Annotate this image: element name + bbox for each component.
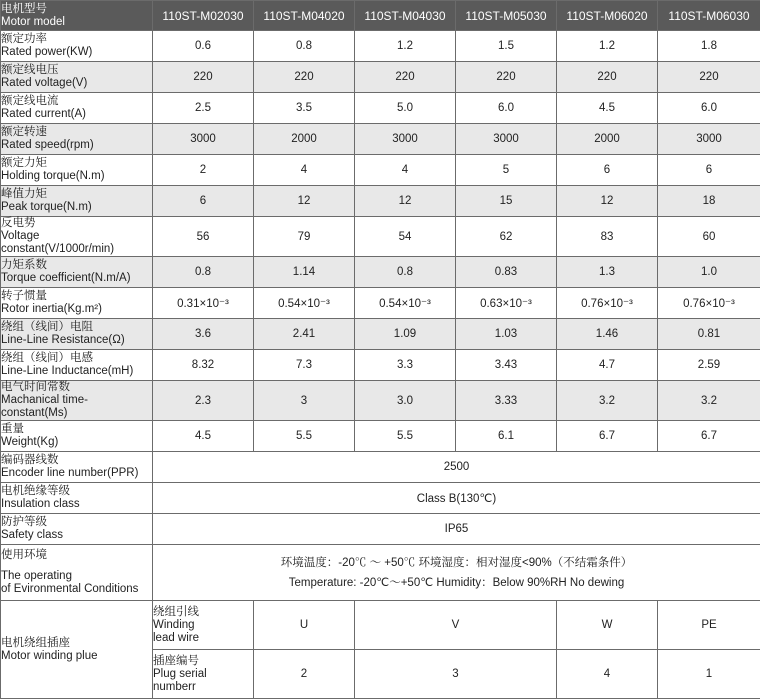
environment-line-cn: 环境温度：-20℃ ～ +50℃ 环境湿度：相对湿度<90%（不结霜条件） — [153, 553, 760, 573]
spec-value: 1.2 — [557, 31, 658, 62]
plug-v: 3 — [355, 650, 557, 699]
spec-value: 8.32 — [153, 350, 254, 381]
spec-value: 0.81 — [658, 319, 760, 350]
spec-value: 220 — [658, 62, 760, 93]
model-name: 110ST-M04020 — [254, 1, 355, 31]
row-label-cn: 额定线电压 — [1, 64, 152, 77]
spec-value: 220 — [456, 62, 557, 93]
spec-value: 1.03 — [456, 319, 557, 350]
extra-body — [1, 452, 760, 699]
row-label — [1, 421, 153, 452]
row-label — [1, 319, 153, 350]
row-label-en: Rated speed(rpm) — [1, 139, 152, 152]
lead-wire-label — [153, 601, 254, 650]
spec-value: 4.7 — [557, 350, 658, 381]
spec-value: 2.59 — [658, 350, 760, 381]
row-label — [1, 186, 153, 217]
spec-value: 6 — [658, 155, 760, 186]
plug-w: 4 — [557, 650, 658, 699]
spec-value: 0.6 — [153, 31, 254, 62]
row-label-en: Weight(Kg) — [1, 436, 152, 449]
row-label-cn: 额定线电流 — [1, 95, 152, 108]
spec-value: 3000 — [355, 124, 456, 155]
spec-value: 3000 — [456, 124, 557, 155]
spec-value: 6.1 — [456, 421, 557, 452]
insulation-value: Class B(130℃) — [153, 483, 760, 514]
row-label-cn: 重量 — [1, 423, 152, 436]
plug-serial-en: numberr — [153, 681, 253, 694]
spec-value: 0.8 — [153, 257, 254, 288]
plug-serial-cn: 插座编号 — [153, 655, 253, 668]
header-label — [1, 1, 153, 31]
row-label — [1, 124, 153, 155]
spec-value: 12 — [355, 186, 456, 217]
row-label-cn: 绕组（线间）电感 — [1, 352, 152, 365]
row-label-cn: 编码器线数 — [1, 454, 152, 467]
spec-value: 3.5 — [254, 93, 355, 124]
spec-value: 0.76×10⁻³ — [658, 288, 760, 319]
spec-value: 4 — [254, 155, 355, 186]
spec-row — [1, 421, 760, 452]
spec-row — [1, 350, 760, 381]
row-label-cn: 绕组（线间）电阻 — [1, 321, 152, 334]
row-label-en: Line-Line Resistance(Ω) — [1, 334, 152, 347]
spec-value: 7.3 — [254, 350, 355, 381]
spec-row — [1, 31, 760, 62]
row-label-en: Insulation class — [1, 498, 152, 511]
safety-row — [1, 514, 760, 545]
row-label-en: of Evironmental Conditions — [1, 583, 152, 596]
row-label-en: Line-Line Inductance(mH) — [1, 365, 152, 378]
winding-lead-row — [1, 601, 760, 650]
insulation-row — [1, 483, 760, 514]
row-label — [1, 483, 153, 514]
lead-v: V — [355, 601, 557, 650]
spec-body — [1, 31, 760, 452]
spec-row — [1, 288, 760, 319]
spec-value: 60 — [658, 217, 760, 257]
spec-row — [1, 319, 760, 350]
spec-value: 79 — [254, 217, 355, 257]
spec-value: 12 — [254, 186, 355, 217]
environment-row — [1, 545, 760, 601]
spec-value: 56 — [153, 217, 254, 257]
lead-wire-en: lead wire — [153, 632, 253, 645]
row-label — [1, 514, 153, 545]
row-label-cn: 额定转速 — [1, 126, 152, 139]
spec-value: 1.3 — [557, 257, 658, 288]
spec-value: 0.76×10⁻³ — [557, 288, 658, 319]
spec-value: 1.0 — [658, 257, 760, 288]
row-label-cn: 电机绕组插座 — [1, 637, 152, 650]
spec-value: 54 — [355, 217, 456, 257]
spec-value: 2000 — [254, 124, 355, 155]
lead-pe: PE — [658, 601, 760, 650]
row-label-cn: 额定功率 — [1, 33, 152, 46]
model-name: 110ST-M02030 — [153, 1, 254, 31]
row-label-cn: 峰值力矩 — [1, 188, 152, 201]
spec-value: 6.0 — [658, 93, 760, 124]
spec-value: 0.54×10⁻³ — [254, 288, 355, 319]
spec-value: 3000 — [658, 124, 760, 155]
spec-value: 3.33 — [456, 381, 557, 421]
row-label — [1, 257, 153, 288]
environment-line-en: Temperature: -20℃～+50℃ Humidity：Below 90%RH No dewing — [153, 573, 760, 593]
spec-value: 3.0 — [355, 381, 456, 421]
row-label-cn: 电气时间常数 — [1, 381, 152, 394]
spec-value: 6.7 — [658, 421, 760, 452]
row-label-cn: 转子惯量 — [1, 290, 152, 303]
header-label-en: Motor model — [1, 16, 152, 29]
spec-row — [1, 155, 760, 186]
header-label-cn: 电机型号 — [1, 3, 152, 16]
spec-value: 1.5 — [456, 31, 557, 62]
row-label-cn: 额定力矩 — [1, 157, 152, 170]
spec-value: 220 — [153, 62, 254, 93]
spec-value: 1.14 — [254, 257, 355, 288]
model-name: 110ST-M05030 — [456, 1, 557, 31]
row-label — [1, 31, 153, 62]
row-label-cn: 力矩系数 — [1, 259, 152, 272]
row-label-en: Safety class — [1, 529, 152, 542]
spec-value: 4 — [355, 155, 456, 186]
spec-row — [1, 257, 760, 288]
spec-value: 4.5 — [557, 93, 658, 124]
row-label — [1, 62, 153, 93]
spec-value: 0.54×10⁻³ — [355, 288, 456, 319]
spec-value: 3000 — [153, 124, 254, 155]
row-label — [1, 217, 153, 257]
spec-value: 18 — [658, 186, 760, 217]
spec-value: 1.46 — [557, 319, 658, 350]
spec-value: 2.5 — [153, 93, 254, 124]
row-label — [1, 381, 153, 421]
row-label — [1, 350, 153, 381]
lead-wire-cn: 绕组引线 — [153, 606, 253, 619]
spec-value: 5.5 — [254, 421, 355, 452]
spec-value: 3.6 — [153, 319, 254, 350]
spec-value: 1.09 — [355, 319, 456, 350]
lead-wire-en: Winding — [153, 619, 253, 632]
row-label-en: Peak torque(N.m) — [1, 201, 152, 214]
row-label — [1, 93, 153, 124]
spec-value: 5.0 — [355, 93, 456, 124]
spec-value: 3.2 — [557, 381, 658, 421]
spec-value: 6.7 — [557, 421, 658, 452]
spec-row — [1, 62, 760, 93]
plug-serial-en: Plug serial — [153, 668, 253, 681]
spec-value: 0.63×10⁻³ — [456, 288, 557, 319]
spec-value: 12 — [557, 186, 658, 217]
spec-value: 4.5 — [153, 421, 254, 452]
spec-value: 220 — [557, 62, 658, 93]
spec-value: 3.3 — [355, 350, 456, 381]
row-label-en: Rated current(A) — [1, 108, 152, 121]
plug-serial-label — [153, 650, 254, 699]
row-label-cn: 电机绝缘等级 — [1, 485, 152, 498]
encoder-row — [1, 452, 760, 483]
row-label-en: Rated power(KW) — [1, 46, 152, 59]
spec-value: 0.83 — [456, 257, 557, 288]
spec-value: 3.2 — [658, 381, 760, 421]
spec-value: 2 — [153, 155, 254, 186]
spec-value: 220 — [254, 62, 355, 93]
header-row — [1, 1, 760, 31]
row-label-en: Voltage constant(V/1000r/min) — [1, 230, 152, 256]
spec-value: 6.0 — [456, 93, 557, 124]
spec-value: 5.5 — [355, 421, 456, 452]
spec-value: 1.2 — [355, 31, 456, 62]
lead-u: U — [254, 601, 355, 650]
row-label-en: Machanical time-constant(Ms) — [1, 394, 152, 420]
lead-w: W — [557, 601, 658, 650]
row-label-en: The operating — [1, 570, 152, 583]
environment-label — [1, 545, 153, 601]
row-label-en: Rotor inertia(Kg.m²) — [1, 303, 152, 316]
spec-row — [1, 186, 760, 217]
spec-value: 0.8 — [254, 31, 355, 62]
winding-label — [1, 601, 153, 699]
spec-row — [1, 93, 760, 124]
spec-value: 6 — [153, 186, 254, 217]
row-label — [1, 452, 153, 483]
spec-value: 220 — [355, 62, 456, 93]
model-name: 110ST-M04030 — [355, 1, 456, 31]
encoder-value: 2500 — [153, 452, 760, 483]
spec-row — [1, 124, 760, 155]
row-label-cn: 使用环境 — [1, 549, 152, 562]
spec-value: 15 — [456, 186, 557, 217]
row-label — [1, 155, 153, 186]
spec-value: 0.31×10⁻³ — [153, 288, 254, 319]
spec-value: 83 — [557, 217, 658, 257]
row-label-en: Torque coefficient(N.m/A) — [1, 272, 152, 285]
spec-value: 1.8 — [658, 31, 760, 62]
row-label-en: Holding torque(N.m) — [1, 170, 152, 183]
environment-value — [153, 545, 760, 601]
plug-u: 2 — [254, 650, 355, 699]
spec-value: 0.8 — [355, 257, 456, 288]
spec-value: 3 — [254, 381, 355, 421]
safety-value: IP65 — [153, 514, 760, 545]
row-label-cn: 防护等级 — [1, 516, 152, 529]
spec-value: 62 — [456, 217, 557, 257]
spec-value: 6 — [557, 155, 658, 186]
spec-value: 2000 — [557, 124, 658, 155]
spec-row — [1, 217, 760, 257]
spec-row — [1, 381, 760, 421]
spec-value: 5 — [456, 155, 557, 186]
row-label-en: Encoder line number(PPR) — [1, 467, 152, 480]
row-label-en: Motor winding plue — [1, 650, 152, 663]
model-name: 110ST-M06030 — [658, 1, 760, 31]
row-label-cn: 反电势 — [1, 217, 152, 230]
row-label-en: Rated voltage(V) — [1, 77, 152, 90]
spec-value: 2.3 — [153, 381, 254, 421]
model-name: 110ST-M06020 — [557, 1, 658, 31]
spec-value: 2.41 — [254, 319, 355, 350]
spec-value: 3.43 — [456, 350, 557, 381]
plug-pe: 1 — [658, 650, 760, 699]
row-label — [1, 288, 153, 319]
